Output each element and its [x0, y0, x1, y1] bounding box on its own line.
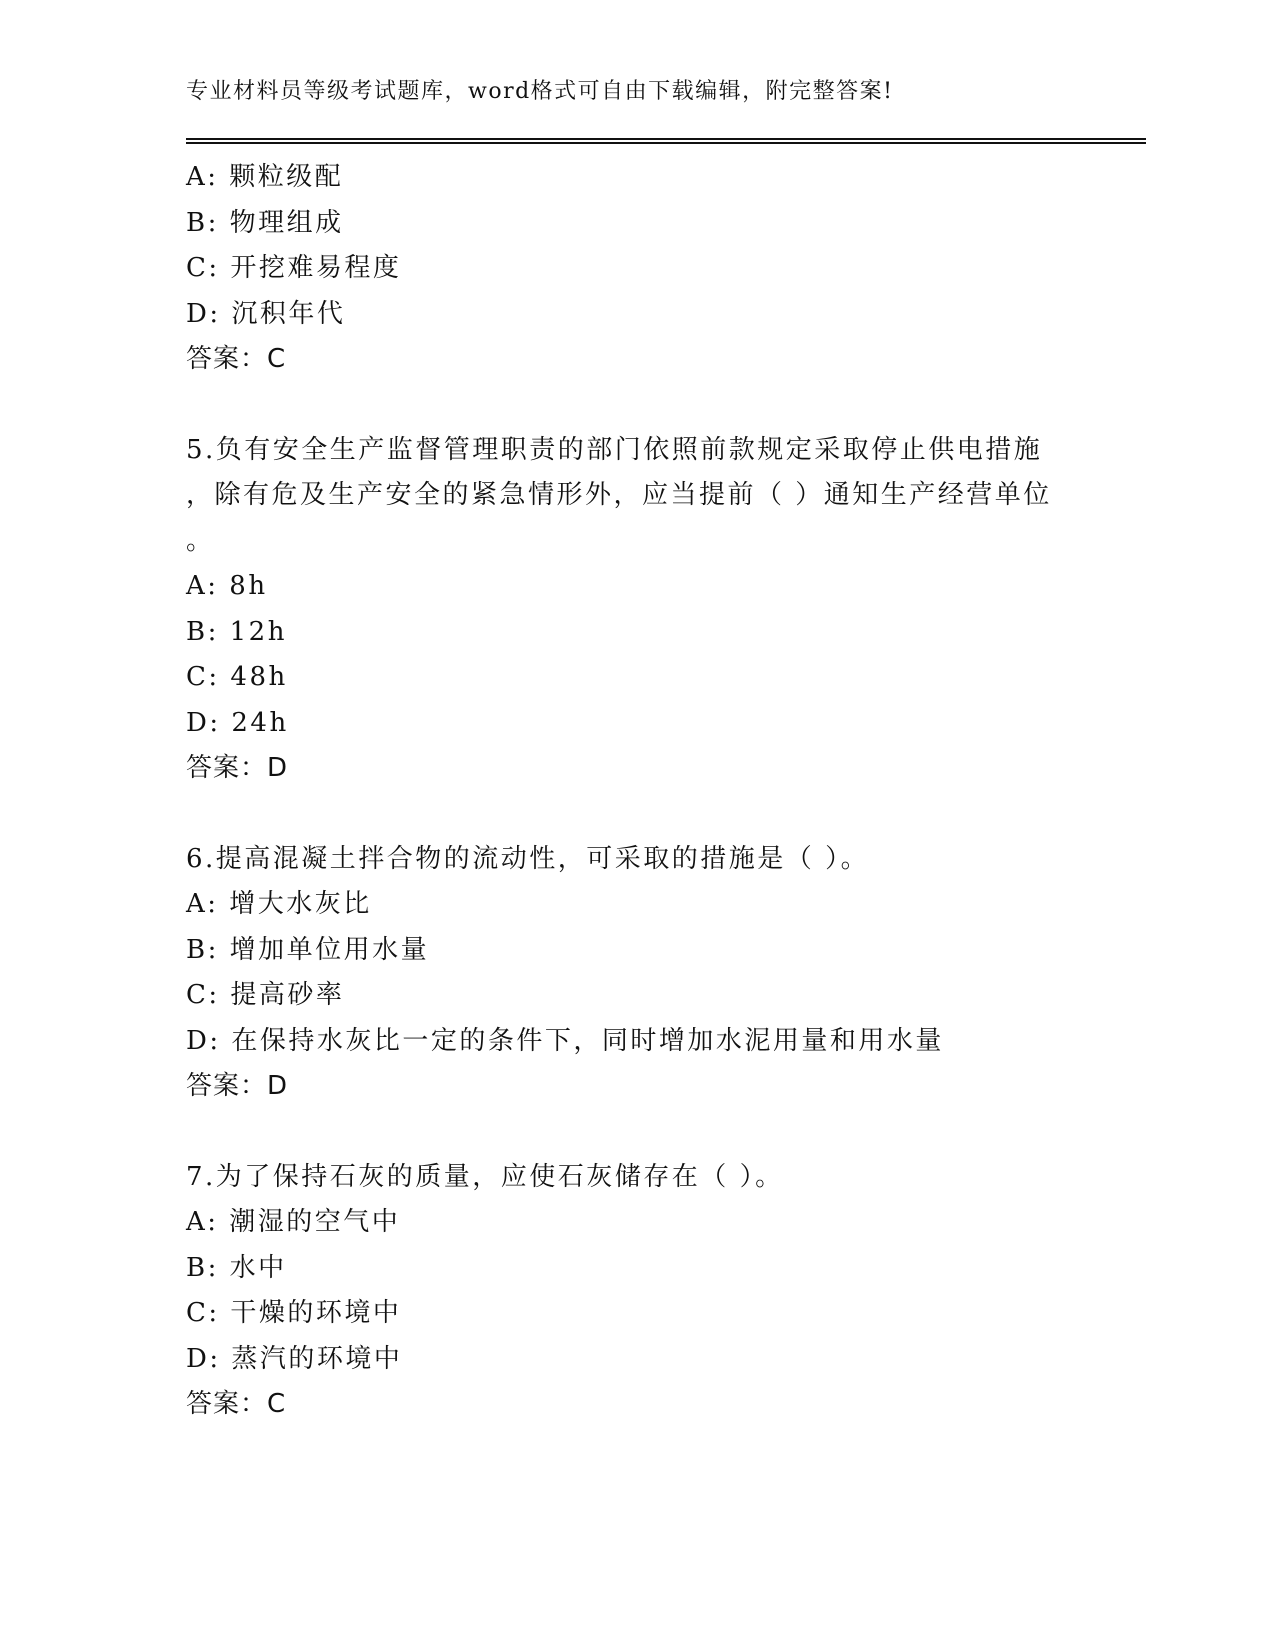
header-rule-top [186, 138, 1146, 140]
option-b: B: 增加单位用水量 [186, 934, 430, 965]
option-a: A: 颗粒级配 [186, 162, 344, 192]
option-d: D: 蒸汽的环境中 [186, 1343, 403, 1374]
question-stem: 7.为了保持石灰的质量，应使石灰储存在（ ）。 [186, 1161, 784, 1192]
answer: 答案：C [186, 344, 287, 374]
question-7 [186, 1155, 1086, 1428]
question-stem: ，除有危及生产安全的紧急情形外，应当提前（ ）通知生产经营单位 [186, 480, 1052, 510]
answer: 答案：D [186, 1071, 289, 1101]
question-5 [186, 428, 1086, 792]
option-a: A: 8h [186, 571, 268, 601]
option-a: A: 潮湿的空气中 [186, 1207, 401, 1237]
question-stem: 6.提高混凝土拌合物的流动性，可采取的措施是（ ）。 [186, 843, 870, 874]
option-b: B: 12h [186, 616, 287, 647]
option-d: D: 24h [186, 707, 289, 738]
header-rule-bottom [186, 142, 1146, 144]
question-6 [186, 837, 1086, 1110]
option-c: C: 48h [186, 662, 288, 692]
option-b: B: 物理组成 [186, 207, 344, 238]
question-4 [186, 155, 1086, 383]
option-b: B: 水中 [186, 1252, 287, 1283]
answer: 答案：C [186, 1389, 287, 1419]
question-content [186, 155, 1086, 1428]
option-d: D: 在保持水灰比一定的条件下，同时增加水泥用量和用水量 [186, 1025, 944, 1056]
answer: 答案：D [186, 753, 289, 783]
option-a: A: 增大水灰比 [186, 889, 372, 919]
option-c: C: 开挖难易程度 [186, 253, 402, 283]
option-c: C: 提高砂率 [186, 980, 345, 1010]
option-d: D: 沉积年代 [186, 298, 346, 329]
question-stem: 5.负有安全生产监督管理职责的部门依照前款规定采取停止供电措施 [186, 434, 1043, 465]
option-c: C: 干燥的环境中 [186, 1298, 402, 1328]
question-stem: 。 [186, 525, 215, 556]
page-header: 专业材料员等级考试题库，word格式可自由下载编辑，附完整答案! [186, 79, 894, 104]
